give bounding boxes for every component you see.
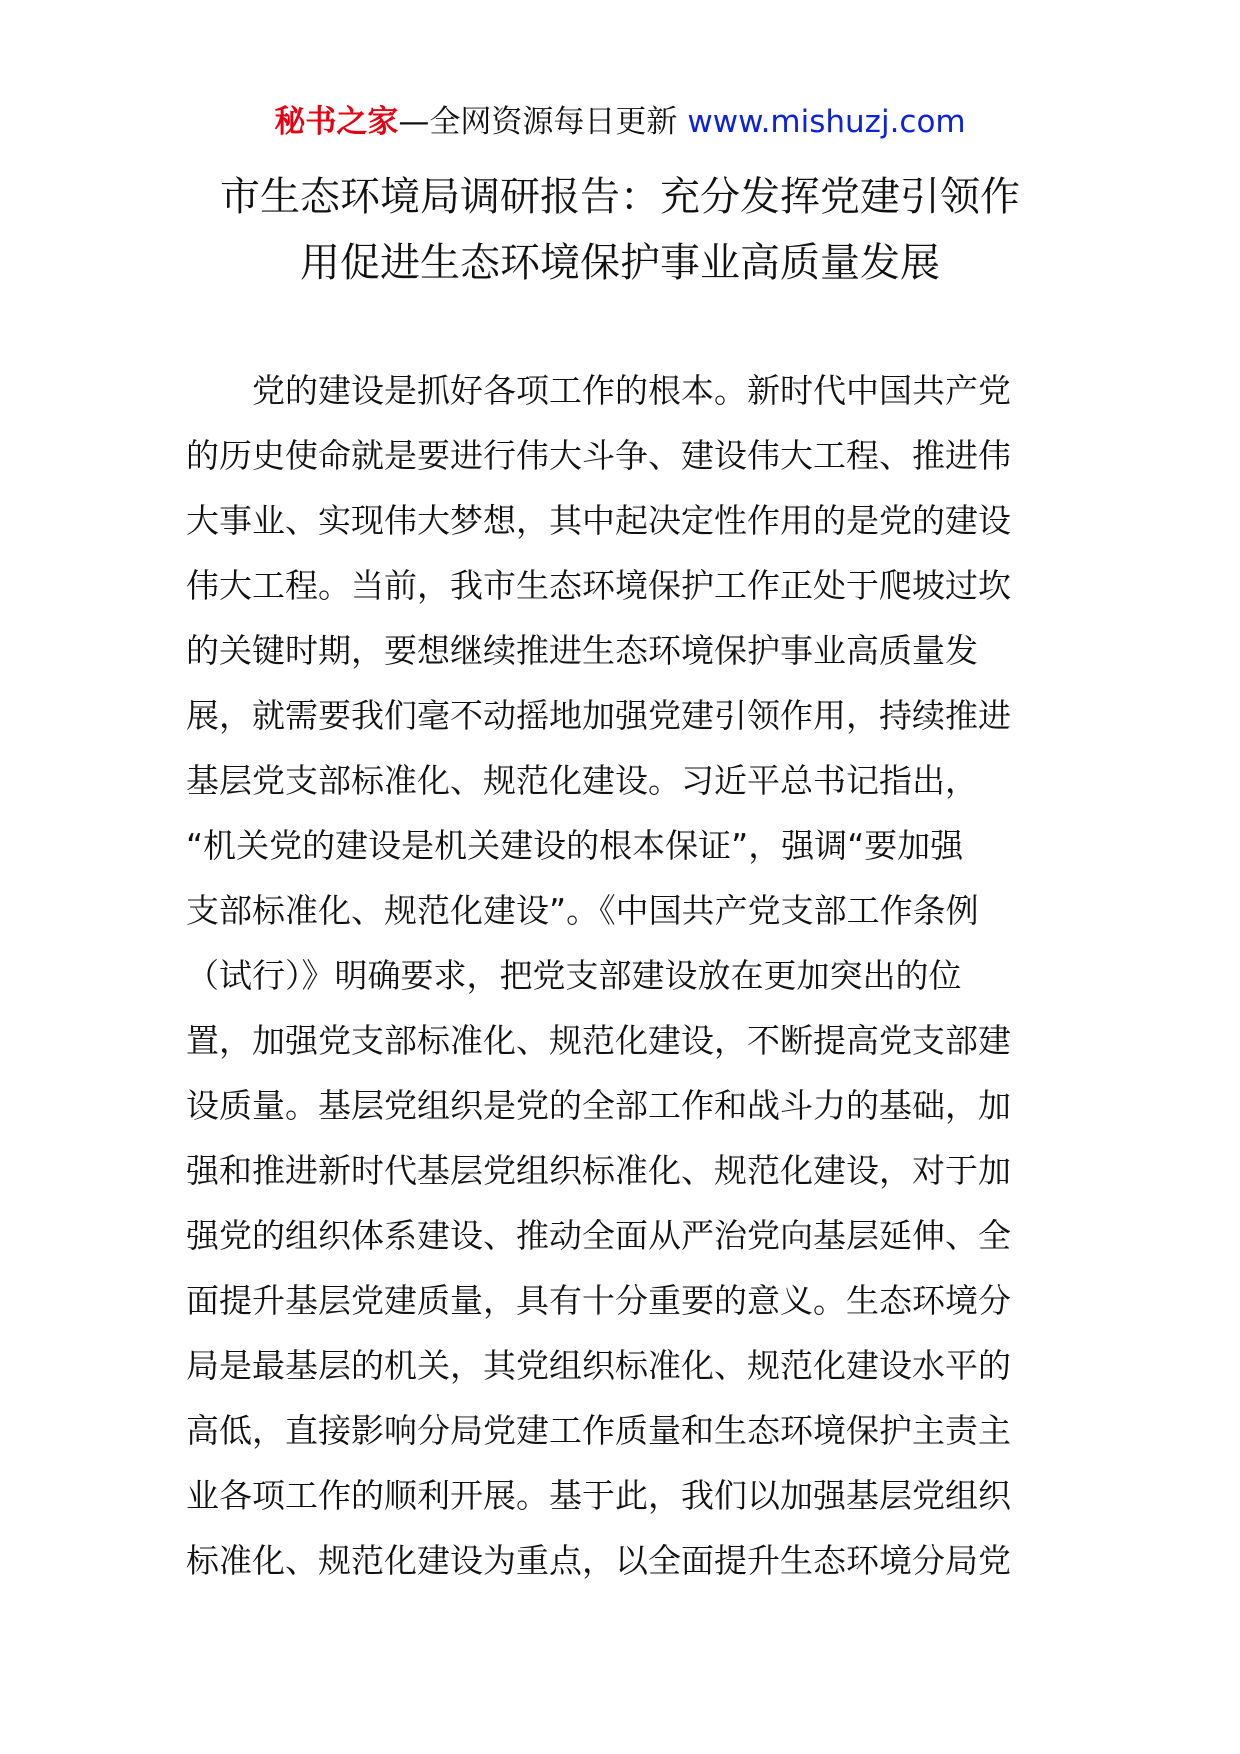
site-url-link[interactable]: www.mishuzj.com [687, 104, 966, 140]
body-line: 伟大工程。当前，我市生态环境保护工作正处于爬坡过坎 [186, 566, 1011, 605]
title-line: 市生态环境局调研报告：充分发挥党建引领作 [220, 174, 1020, 220]
body-line: 业各项工作的顺利开展。基于此，我们以加强基层党组织 [186, 1476, 1011, 1515]
body-line: 支部标准化、规范化建设”。《中国共产党支部工作条例 [186, 891, 979, 930]
body-line: 基层党支部标准化、规范化建设。习近平总书记指出， [186, 761, 978, 800]
body-line: 的关键时期，要想继续推进生态环境保护事业高质量发 [186, 631, 978, 670]
body-line: 强党的组织体系建设、推动全面从严治党向基层延伸、全 [186, 1216, 1011, 1255]
body-line: “机关党的建设是机关建设的根本保证”，强调“要加强 [186, 826, 964, 865]
document-title [180, 164, 1060, 296]
body-line: 的历史使命就是要进行伟大斗争、建设伟大工程、推进伟 [186, 436, 1011, 475]
body-line: 标准化、规范化建设为重点，以全面提升生态环境分局党 [186, 1541, 1011, 1580]
body-line: 展，就需要我们毫不动摇地加强党建引领作用，持续推进 [186, 696, 1011, 735]
body-line: 强和推进新时代基层党组织标准化、规范化建设，对于加 [186, 1151, 1011, 1190]
site-header [0, 100, 1240, 144]
body-line: 设质量。基层党组织是党的全部工作和战斗力的基础，加 [186, 1086, 1011, 1125]
body-line: 局是最基层的机关，其党组织标准化、规范化建设水平的 [186, 1346, 1011, 1385]
body-line: 党的建设是抓好各项工作的根本。新时代中国共产党 [252, 371, 1011, 410]
document-body [186, 358, 1056, 1593]
body-line: 高低，直接影响分局党建工作质量和生态环境保护主责主 [186, 1411, 1011, 1450]
site-tagline: —全网资源每日更新 [398, 104, 678, 140]
body-line: （试行）》明确要求，把党支部建设放在更加突出的位 [186, 956, 962, 995]
body-line: 大事业、实现伟大梦想，其中起决定性作用的是党的建设 [186, 501, 1011, 540]
site-name: 秘书之家 [274, 104, 399, 140]
body-line: 面提升基层党建质量，具有十分重要的意义。生态环境分 [186, 1281, 1011, 1320]
title-line: 用促进生态环境保护事业高质量发展 [300, 240, 940, 286]
body-line: 置，加强党支部标准化、规范化建设，不断提高党支部建 [186, 1021, 1011, 1060]
